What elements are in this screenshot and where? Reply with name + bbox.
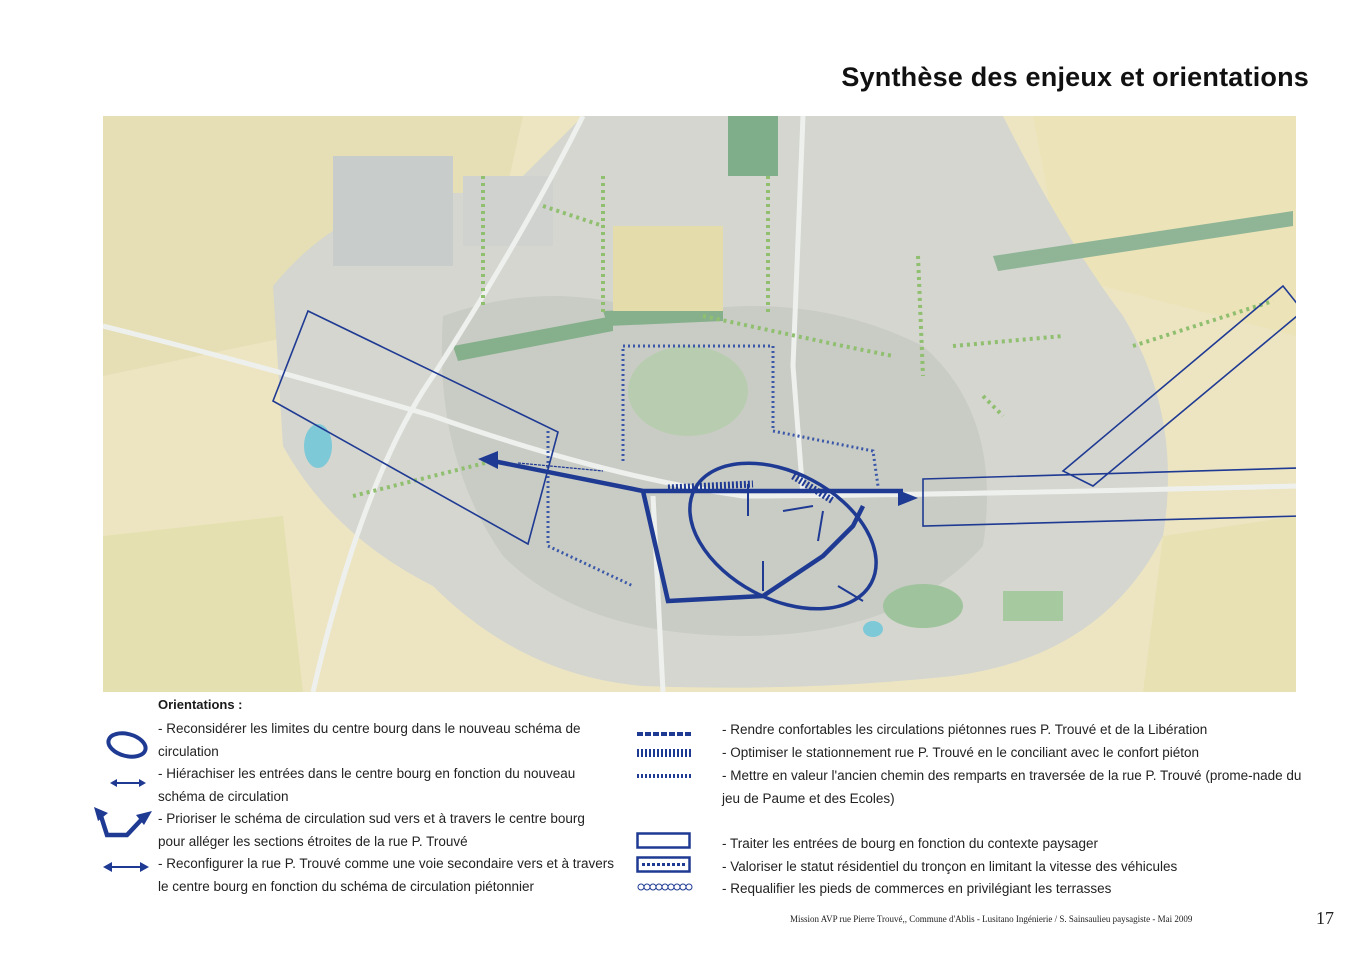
legend-item-2: - Hiérachiser les entrées dans le centre bourg en fonction du nouveau schéma de circulation	[158, 766, 576, 804]
page-title: Synthèse des enjeux et orientations	[841, 62, 1309, 92]
legend-item-10: - Requalifier les pieds de commerces en privilégiant les terrasses	[722, 881, 1112, 896]
ellipse-outline-icon	[102, 727, 152, 763]
page-number: 17	[1316, 908, 1334, 928]
legend-item-6: - Optimiser le stationnement rue P. Trouvé en le conciliant avec le confort piéton	[722, 745, 1200, 760]
legend-item-4: - Reconfigurer la rue P. Trouvé comme une voie secondaire vers et à travers le centre bourg en fonction du schéma de circulation piétonnier	[158, 856, 614, 894]
legend-item-9: - Valoriser le statut résidentiel du tronçon en limitant la vitesse des véhicules	[722, 859, 1178, 874]
footer-credits: Mission AVP rue Pierre Trouvé,, Commune d'Ablis - Lusitano Ingénierie / S. Sainsaulieu paysagiste - Mai 2009	[790, 914, 1193, 924]
legend-item-5: - Rendre confortables les circulations piétonnes rues P. Trouvé et de la Libération	[722, 722, 1208, 737]
hatched-line-icon	[637, 748, 695, 758]
legend-item-1: - Reconsidérer les limites du centre bourg dans le nouveau schéma de circulation	[158, 721, 581, 759]
dashed-line-icon	[637, 730, 695, 738]
dotted-line-icon	[637, 772, 695, 780]
circle-chain-icon	[637, 882, 697, 892]
bent-arrow-icon	[92, 805, 157, 843]
legend-item-8: - Traiter les entrées de bourg en fonction du contexte paysager	[722, 836, 1098, 851]
long-double-arrow-icon	[102, 859, 150, 875]
rectangle-outline-icon	[636, 832, 692, 850]
double-arrow-icon	[108, 776, 148, 790]
map-svg	[103, 116, 1296, 692]
legend-heading: Orientations :	[158, 697, 243, 712]
double-dashed-rectangle-icon	[636, 856, 692, 874]
legend-item-3: - Prioriser le schéma de circulation sud vers et à travers le centre bourg pour alléger les sections étroites de la rue P. Trouvé	[158, 811, 585, 849]
legend-item-7: - Mettre en valeur l'ancien chemin des remparts en traversée de la rue P. Trouvé (prome-nade du jeu de Paume et des Ecoles)	[722, 768, 1302, 806]
aerial-map	[103, 116, 1296, 692]
